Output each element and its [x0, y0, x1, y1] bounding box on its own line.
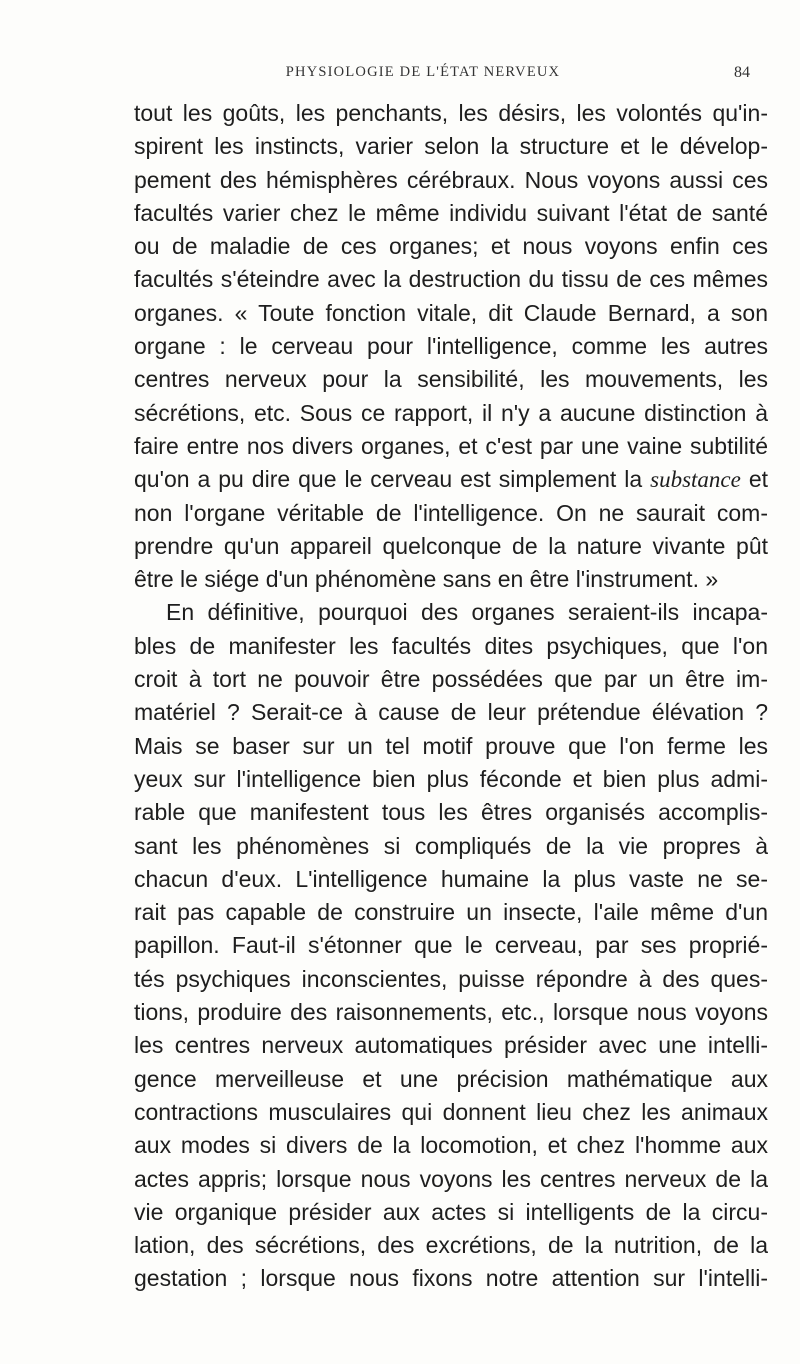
text-line: rable que manifestent tous les êtres organisés accomplis- — [134, 799, 768, 826]
text-line: tés psychiques inconscientes, puisse répondre à des ques- — [134, 965, 768, 992]
text-line: bles de manifester les facultés dites psychiques, que l'on — [134, 632, 768, 659]
text-line: yeux sur l'intelligence bien plus féconde et bien plus admi- — [134, 765, 768, 792]
text-line: Mais se baser sur un tel motif prouve que l'on ferme les — [134, 732, 768, 759]
text-line: facultés s'éteindre avec la destruction du tissu de ces mêmes — [134, 266, 768, 293]
text-line: rait pas capable de construire un insecte, l'aile même d'un — [134, 899, 768, 926]
paragraph-end-line: être le siége d'un phénomène sans en être l'instrument. » — [134, 566, 719, 593]
text-line: actes appris; lorsque nous voyons les centres nerveux de la — [134, 1165, 768, 1192]
text-segment: et — [740, 466, 768, 493]
text-segment: qu'on a pu dire que le cerveau est simplement la — [134, 466, 651, 493]
text-line: prendre qu'un appareil quelconque de la nature vivante pût — [134, 532, 768, 559]
text-line: sécrétions, etc. Sous ce rapport, il n'y a aucune distinction à — [134, 399, 768, 426]
running-title: PHYSIOLOGIE DE L'ÉTAT NERVEUX — [285, 64, 561, 80]
text-line: contractions musculaires qui donnent lieu chez les animaux — [134, 1098, 768, 1125]
text-line: aux modes si divers de la locomotion, et chez l'homme aux — [134, 1132, 768, 1159]
emphasized-word: substance — [650, 467, 741, 493]
text-line: centres nerveux pour la sensibilité, les mouvements, les — [134, 366, 768, 393]
text-line: les centres nerveux automatiques présider avec une intelli- — [134, 1032, 768, 1059]
paragraph-start-line: En définitive, pourquoi des organes seraient-ils incapa- — [166, 599, 768, 626]
text-line: tions, produire des raisonnements, etc., lorsque nous voyons — [134, 999, 768, 1026]
text-line: vie organique présider aux actes si intelligents de la circu- — [134, 1198, 768, 1225]
text-line: gestation ; lorsque nous fixons notre attention sur l'intelli- — [134, 1265, 768, 1292]
running-head — [96, 64, 750, 88]
text-line: gence merveilleuse et une précision mathématique aux — [134, 1065, 768, 1092]
body-text — [134, 97, 768, 1296]
text-line: pement des hémisphères cérébraux. Nous voyons aussi ces — [134, 166, 768, 193]
page-number: 84 — [734, 64, 750, 81]
text-line: organe : le cerveau pour l'intelligence, comme les autres — [134, 333, 768, 360]
text-line: croit à tort ne pouvoir être possédées que par un être im- — [134, 666, 768, 693]
text-line: facultés varier chez le même individu suivant l'état de santé — [134, 199, 768, 226]
text-line: tout les goûts, les penchants, les désirs, les volontés qu'in- — [134, 100, 768, 126]
text-line: ou de maladie de ces organes; et nous voyons enfin ces — [134, 233, 768, 260]
text-line: sant les phénomènes si compliqués de la vie propres à — [134, 832, 768, 859]
text-line: lation, des sécrétions, des excrétions, de la nutrition, de la — [134, 1232, 768, 1259]
text-line: matériel ? Serait-ce à cause de leur prétendue élévation ? — [134, 699, 768, 726]
text-line-with-emphasis — [134, 463, 768, 496]
text-line: papillon. Faut-il s'étonner que le cerveau, par ses proprié- — [134, 932, 768, 959]
text-line: organes. « Toute fonction vitale, dit Claude Bernard, a son — [134, 299, 768, 326]
text-line: non l'organe véritable de l'intelligence. On ne saurait com- — [134, 499, 768, 526]
text-line: faire entre nos divers organes, et c'est par une vaine subtilité — [134, 432, 768, 459]
text-line: chacun d'eux. L'intelligence humaine la plus vaste ne se- — [134, 865, 768, 892]
text-line: spirent les instincts, varier selon la structure et le dévelop- — [134, 133, 768, 160]
